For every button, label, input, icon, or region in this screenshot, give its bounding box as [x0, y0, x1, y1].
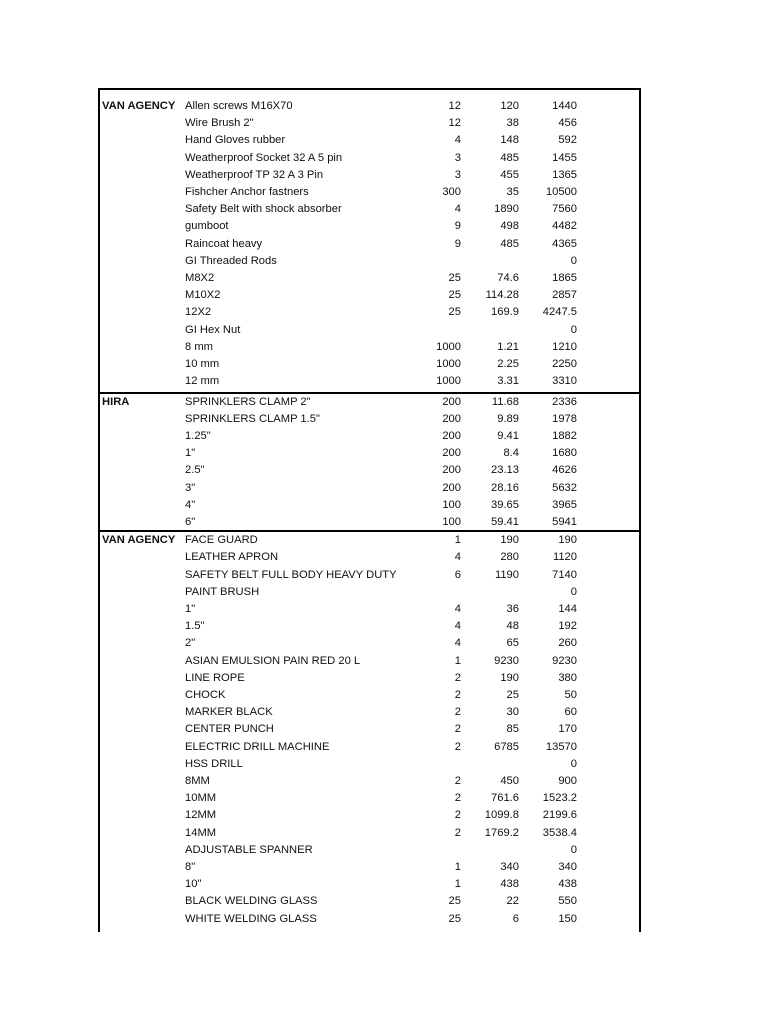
table-row	[100, 825, 639, 842]
amount-cell: 4365	[552, 237, 577, 250]
rate-cell: 340	[500, 861, 519, 874]
amount-cell: 4626	[552, 464, 577, 477]
amount-cell: 4482	[552, 220, 577, 233]
rate-cell: 48	[506, 620, 519, 633]
table-row	[100, 876, 639, 893]
rate-cell: 280	[500, 551, 519, 564]
amount-cell: 592	[558, 134, 577, 147]
item-name: CENTER PUNCH	[185, 723, 274, 736]
table-row	[100, 842, 639, 859]
quantity-cell: 25	[448, 912, 461, 925]
quantity-cell: 6	[454, 568, 461, 581]
amount-cell: 2857	[552, 289, 577, 302]
table-row	[100, 584, 639, 601]
rate-cell: 120	[500, 99, 519, 112]
amount-cell: 9230	[552, 654, 577, 667]
table-row	[100, 150, 639, 167]
vendor-group	[100, 392, 639, 533]
item-name: CHOCK	[185, 689, 226, 702]
item-name: gumboot	[185, 220, 229, 233]
table-row	[100, 304, 639, 321]
item-name: 10"	[185, 878, 202, 891]
table-row	[100, 514, 639, 531]
rate-cell: 455	[500, 168, 519, 181]
table-row	[100, 201, 639, 218]
item-name: M8X2	[185, 271, 215, 284]
quantity-cell: 25	[448, 289, 461, 302]
amount-cell: 1680	[552, 447, 577, 460]
quantity-cell: 200	[442, 395, 461, 408]
quantity-cell: 1	[454, 534, 461, 547]
table-row	[100, 601, 639, 618]
amount-cell: 13570	[545, 740, 577, 753]
table-row	[100, 287, 639, 304]
table-row	[100, 893, 639, 910]
item-name: GI Hex Nut	[185, 323, 241, 336]
item-name: SPRINKLERS CLAMP 2"	[185, 395, 311, 408]
item-name: Weatherproof Socket 32 A 5 pin	[185, 151, 343, 164]
table-row	[100, 635, 639, 652]
table-row	[100, 411, 639, 428]
item-name: ASIAN EMULSION PAIN RED 20 L	[185, 654, 361, 667]
amount-cell: 1365	[552, 168, 577, 181]
item-name: 1.5"	[185, 620, 205, 633]
item-name: 8 mm	[185, 340, 213, 353]
table-row	[100, 167, 639, 184]
table-row	[100, 911, 639, 928]
rate-cell: 6	[512, 912, 519, 925]
rate-cell: 9230	[494, 654, 519, 667]
amount-cell: 1523.2	[542, 792, 577, 805]
item-name: 12 mm	[185, 375, 220, 388]
rate-cell: 2.25	[497, 357, 519, 370]
table-row	[100, 670, 639, 687]
amount-cell: 550	[558, 895, 577, 908]
table-row	[100, 567, 639, 584]
item-name: 14MM	[185, 826, 217, 839]
amount-cell: 260	[558, 637, 577, 650]
item-name: 6"	[185, 515, 196, 528]
rate-cell: 9.89	[497, 412, 519, 425]
item-name: WHITE WELDING GLASS	[185, 912, 317, 925]
table-row	[100, 236, 639, 253]
amount-cell: 7560	[552, 203, 577, 216]
quantity-cell: 4	[454, 134, 461, 147]
rate-cell: 3.31	[497, 375, 519, 388]
amount-cell: 900	[558, 775, 577, 788]
item-name: ADJUSTABLE SPANNER	[185, 843, 313, 856]
amount-cell: 0	[570, 323, 577, 336]
amount-cell: 380	[558, 671, 577, 684]
quantity-cell: 1000	[436, 340, 461, 353]
amount-cell: 1210	[552, 340, 577, 353]
rate-cell: 59.41	[491, 515, 519, 528]
item-name: 10MM	[185, 792, 217, 805]
quantity-cell: 12	[448, 99, 461, 112]
table-row	[100, 373, 639, 390]
table-row	[100, 445, 639, 462]
spreadsheet-table	[98, 88, 641, 932]
quantity-cell: 2	[454, 775, 461, 788]
quantity-cell: 2	[454, 706, 461, 719]
rate-cell: 23.13	[491, 464, 519, 477]
table-row	[100, 184, 639, 201]
quantity-cell: 25	[448, 271, 461, 284]
quantity-cell: 200	[442, 412, 461, 425]
item-name: 12X2	[185, 306, 212, 319]
item-name: Weatherproof TP 32 A 3 Pin	[185, 168, 324, 181]
rate-cell: 8.4	[503, 447, 519, 460]
amount-cell: 1120	[552, 551, 577, 564]
amount-cell: 3310	[552, 375, 577, 388]
rate-cell: 1890	[494, 203, 519, 216]
item-name: SPRINKLERS CLAMP 1.5"	[185, 412, 320, 425]
quantity-cell: 200	[442, 447, 461, 460]
amount-cell: 340	[558, 861, 577, 874]
rate-cell: 30	[506, 706, 519, 719]
rate-cell: 190	[500, 671, 519, 684]
rate-cell: 28.16	[491, 481, 519, 494]
quantity-cell: 4	[454, 551, 461, 564]
item-name: SAFETY BELT FULL BODY HEAVY DUTY	[185, 568, 397, 581]
rate-cell: 1769.2	[484, 826, 519, 839]
amount-cell: 3538.4	[542, 826, 577, 839]
amount-cell: 192	[558, 620, 577, 633]
amount-cell: 190	[558, 534, 577, 547]
table-row	[100, 480, 639, 497]
amount-cell: 1882	[552, 429, 577, 442]
item-name: 3"	[185, 481, 196, 494]
quantity-cell: 2	[454, 671, 461, 684]
rate-cell: 190	[500, 534, 519, 547]
quantity-cell: 3	[454, 168, 461, 181]
quantity-cell: 200	[442, 429, 461, 442]
item-name: HSS DRILL	[185, 757, 243, 770]
quantity-cell: 4	[454, 637, 461, 650]
item-name: 1.25"	[185, 429, 211, 442]
quantity-cell: 200	[442, 464, 461, 477]
rate-cell: 1.21	[497, 340, 519, 353]
quantity-cell: 1	[454, 654, 461, 667]
quantity-cell: 1	[454, 861, 461, 874]
item-name: Fishcher Anchor fastners	[185, 185, 309, 198]
rate-cell: 6785	[494, 740, 519, 753]
vendor-group	[100, 90, 639, 392]
rate-cell: 114.28	[485, 289, 519, 302]
amount-cell: 144	[558, 603, 577, 616]
vendor-group	[100, 530, 639, 929]
quantity-cell: 25	[448, 306, 461, 319]
amount-cell: 10500	[545, 185, 577, 198]
table-row	[100, 807, 639, 824]
quantity-cell: 1	[454, 878, 461, 891]
item-name: Raincoat heavy	[185, 237, 263, 250]
item-name: GI Threaded Rods	[185, 254, 277, 267]
quantity-cell: 1000	[436, 357, 461, 370]
item-name: PAINT BRUSH	[185, 585, 260, 598]
quantity-cell: 4	[454, 603, 461, 616]
item-name: Wire Brush 2"	[185, 117, 254, 130]
rate-cell: 38	[506, 117, 519, 130]
quantity-cell: 2	[454, 826, 461, 839]
quantity-cell: 2	[454, 792, 461, 805]
table-row	[100, 115, 639, 132]
rate-cell: 25	[506, 689, 519, 702]
table-row	[100, 739, 639, 756]
quantity-cell: 1000	[436, 375, 461, 388]
amount-cell: 0	[570, 843, 577, 856]
table-row	[100, 218, 639, 235]
table-row	[100, 549, 639, 566]
quantity-cell: 4	[454, 620, 461, 633]
table-row	[100, 790, 639, 807]
quantity-cell: 25	[448, 895, 461, 908]
vendor-name: VAN AGENCY	[102, 99, 176, 112]
table-row	[100, 462, 639, 479]
table-row	[100, 704, 639, 721]
table-row	[100, 859, 639, 876]
item-name: 1"	[185, 447, 196, 460]
rate-cell: 9.41	[497, 429, 519, 442]
amount-cell: 0	[570, 585, 577, 598]
amount-cell: 1978	[552, 412, 577, 425]
item-name: 8MM	[185, 775, 210, 788]
amount-cell: 5941	[552, 515, 577, 528]
item-name: Allen screws M16X70	[185, 99, 293, 112]
amount-cell: 2199.6	[542, 809, 577, 822]
table-row	[100, 618, 639, 635]
item-name: 12MM	[185, 809, 217, 822]
amount-cell: 0	[570, 254, 577, 267]
amount-cell: 4247.5	[542, 306, 577, 319]
quantity-cell: 3	[454, 151, 461, 164]
item-name: BLACK WELDING GLASS	[185, 895, 318, 908]
item-name: LEATHER APRON	[185, 551, 279, 564]
rate-cell: 438	[500, 878, 519, 891]
item-name: 1"	[185, 603, 196, 616]
table-row	[100, 773, 639, 790]
quantity-cell: 9	[454, 237, 461, 250]
rate-cell: 485	[500, 237, 519, 250]
quantity-cell: 4	[454, 203, 461, 216]
table-row	[100, 653, 639, 670]
rate-cell: 148	[500, 134, 519, 147]
amount-cell: 60	[564, 706, 577, 719]
item-name: M10X2	[185, 289, 221, 302]
amount-cell: 1865	[552, 271, 577, 284]
quantity-cell: 2	[454, 689, 461, 702]
table-row	[100, 497, 639, 514]
rate-cell: 761.6	[491, 792, 519, 805]
amount-cell: 438	[558, 878, 577, 891]
amount-cell: 150	[558, 912, 577, 925]
quantity-cell: 2	[454, 809, 461, 822]
rate-cell: 498	[500, 220, 519, 233]
table-row	[100, 322, 639, 339]
table-row	[100, 428, 639, 445]
rate-cell: 36	[506, 603, 519, 616]
amount-cell: 2336	[552, 395, 577, 408]
table-row	[100, 253, 639, 270]
amount-cell: 5632	[552, 481, 577, 494]
table-row	[100, 356, 639, 373]
item-name: MARKER BLACK	[185, 706, 273, 719]
rate-cell: 169.9	[491, 306, 519, 319]
rate-cell: 1190	[494, 568, 519, 581]
rate-cell: 74.6	[497, 271, 519, 284]
quantity-cell: 12	[448, 117, 461, 130]
amount-cell: 50	[564, 689, 577, 702]
amount-cell: 1455	[552, 151, 577, 164]
item-name: 10 mm	[185, 357, 220, 370]
amount-cell: 1440	[552, 99, 577, 112]
table-row	[100, 98, 639, 115]
amount-cell: 2250	[552, 357, 577, 370]
amount-cell: 3965	[552, 498, 577, 511]
vendor-name: VAN AGENCY	[102, 534, 176, 547]
item-name: 8"	[185, 861, 196, 874]
table-row	[100, 339, 639, 356]
amount-cell: 456	[558, 117, 577, 130]
item-name: ELECTRIC DRILL MACHINE	[185, 740, 330, 753]
quantity-cell: 2	[454, 723, 461, 736]
table-row	[100, 270, 639, 287]
amount-cell: 0	[570, 757, 577, 770]
rate-cell: 39.65	[491, 498, 519, 511]
item-name: LINE ROPE	[185, 671, 245, 684]
quantity-cell: 100	[442, 498, 461, 511]
amount-cell: 7140	[552, 568, 577, 581]
item-name: 2"	[185, 637, 196, 650]
table-row	[100, 394, 639, 411]
rate-cell: 22	[506, 895, 519, 908]
rate-cell: 450	[500, 775, 519, 788]
table-row	[100, 721, 639, 738]
table-row	[100, 756, 639, 773]
item-name: Hand Gloves rubber	[185, 134, 286, 147]
quantity-cell: 100	[442, 515, 461, 528]
item-name: Safety Belt with shock absorber	[185, 203, 342, 216]
table-row	[100, 687, 639, 704]
table-row	[100, 132, 639, 149]
item-name: 2.5"	[185, 464, 205, 477]
quantity-cell: 2	[454, 740, 461, 753]
item-name: 4"	[185, 498, 196, 511]
rate-cell: 485	[500, 151, 519, 164]
quantity-cell: 200	[442, 481, 461, 494]
rate-cell: 1099.8	[484, 809, 519, 822]
rate-cell: 35	[506, 185, 519, 198]
item-name: FACE GUARD	[185, 534, 258, 547]
quantity-cell: 9	[454, 220, 461, 233]
rate-cell: 11.68	[491, 395, 519, 408]
amount-cell: 170	[558, 723, 577, 736]
vendor-name: HIRA	[102, 395, 130, 408]
rate-cell: 85	[506, 723, 519, 736]
quantity-cell: 300	[442, 185, 461, 198]
table-row	[100, 532, 639, 549]
rate-cell: 65	[506, 637, 519, 650]
